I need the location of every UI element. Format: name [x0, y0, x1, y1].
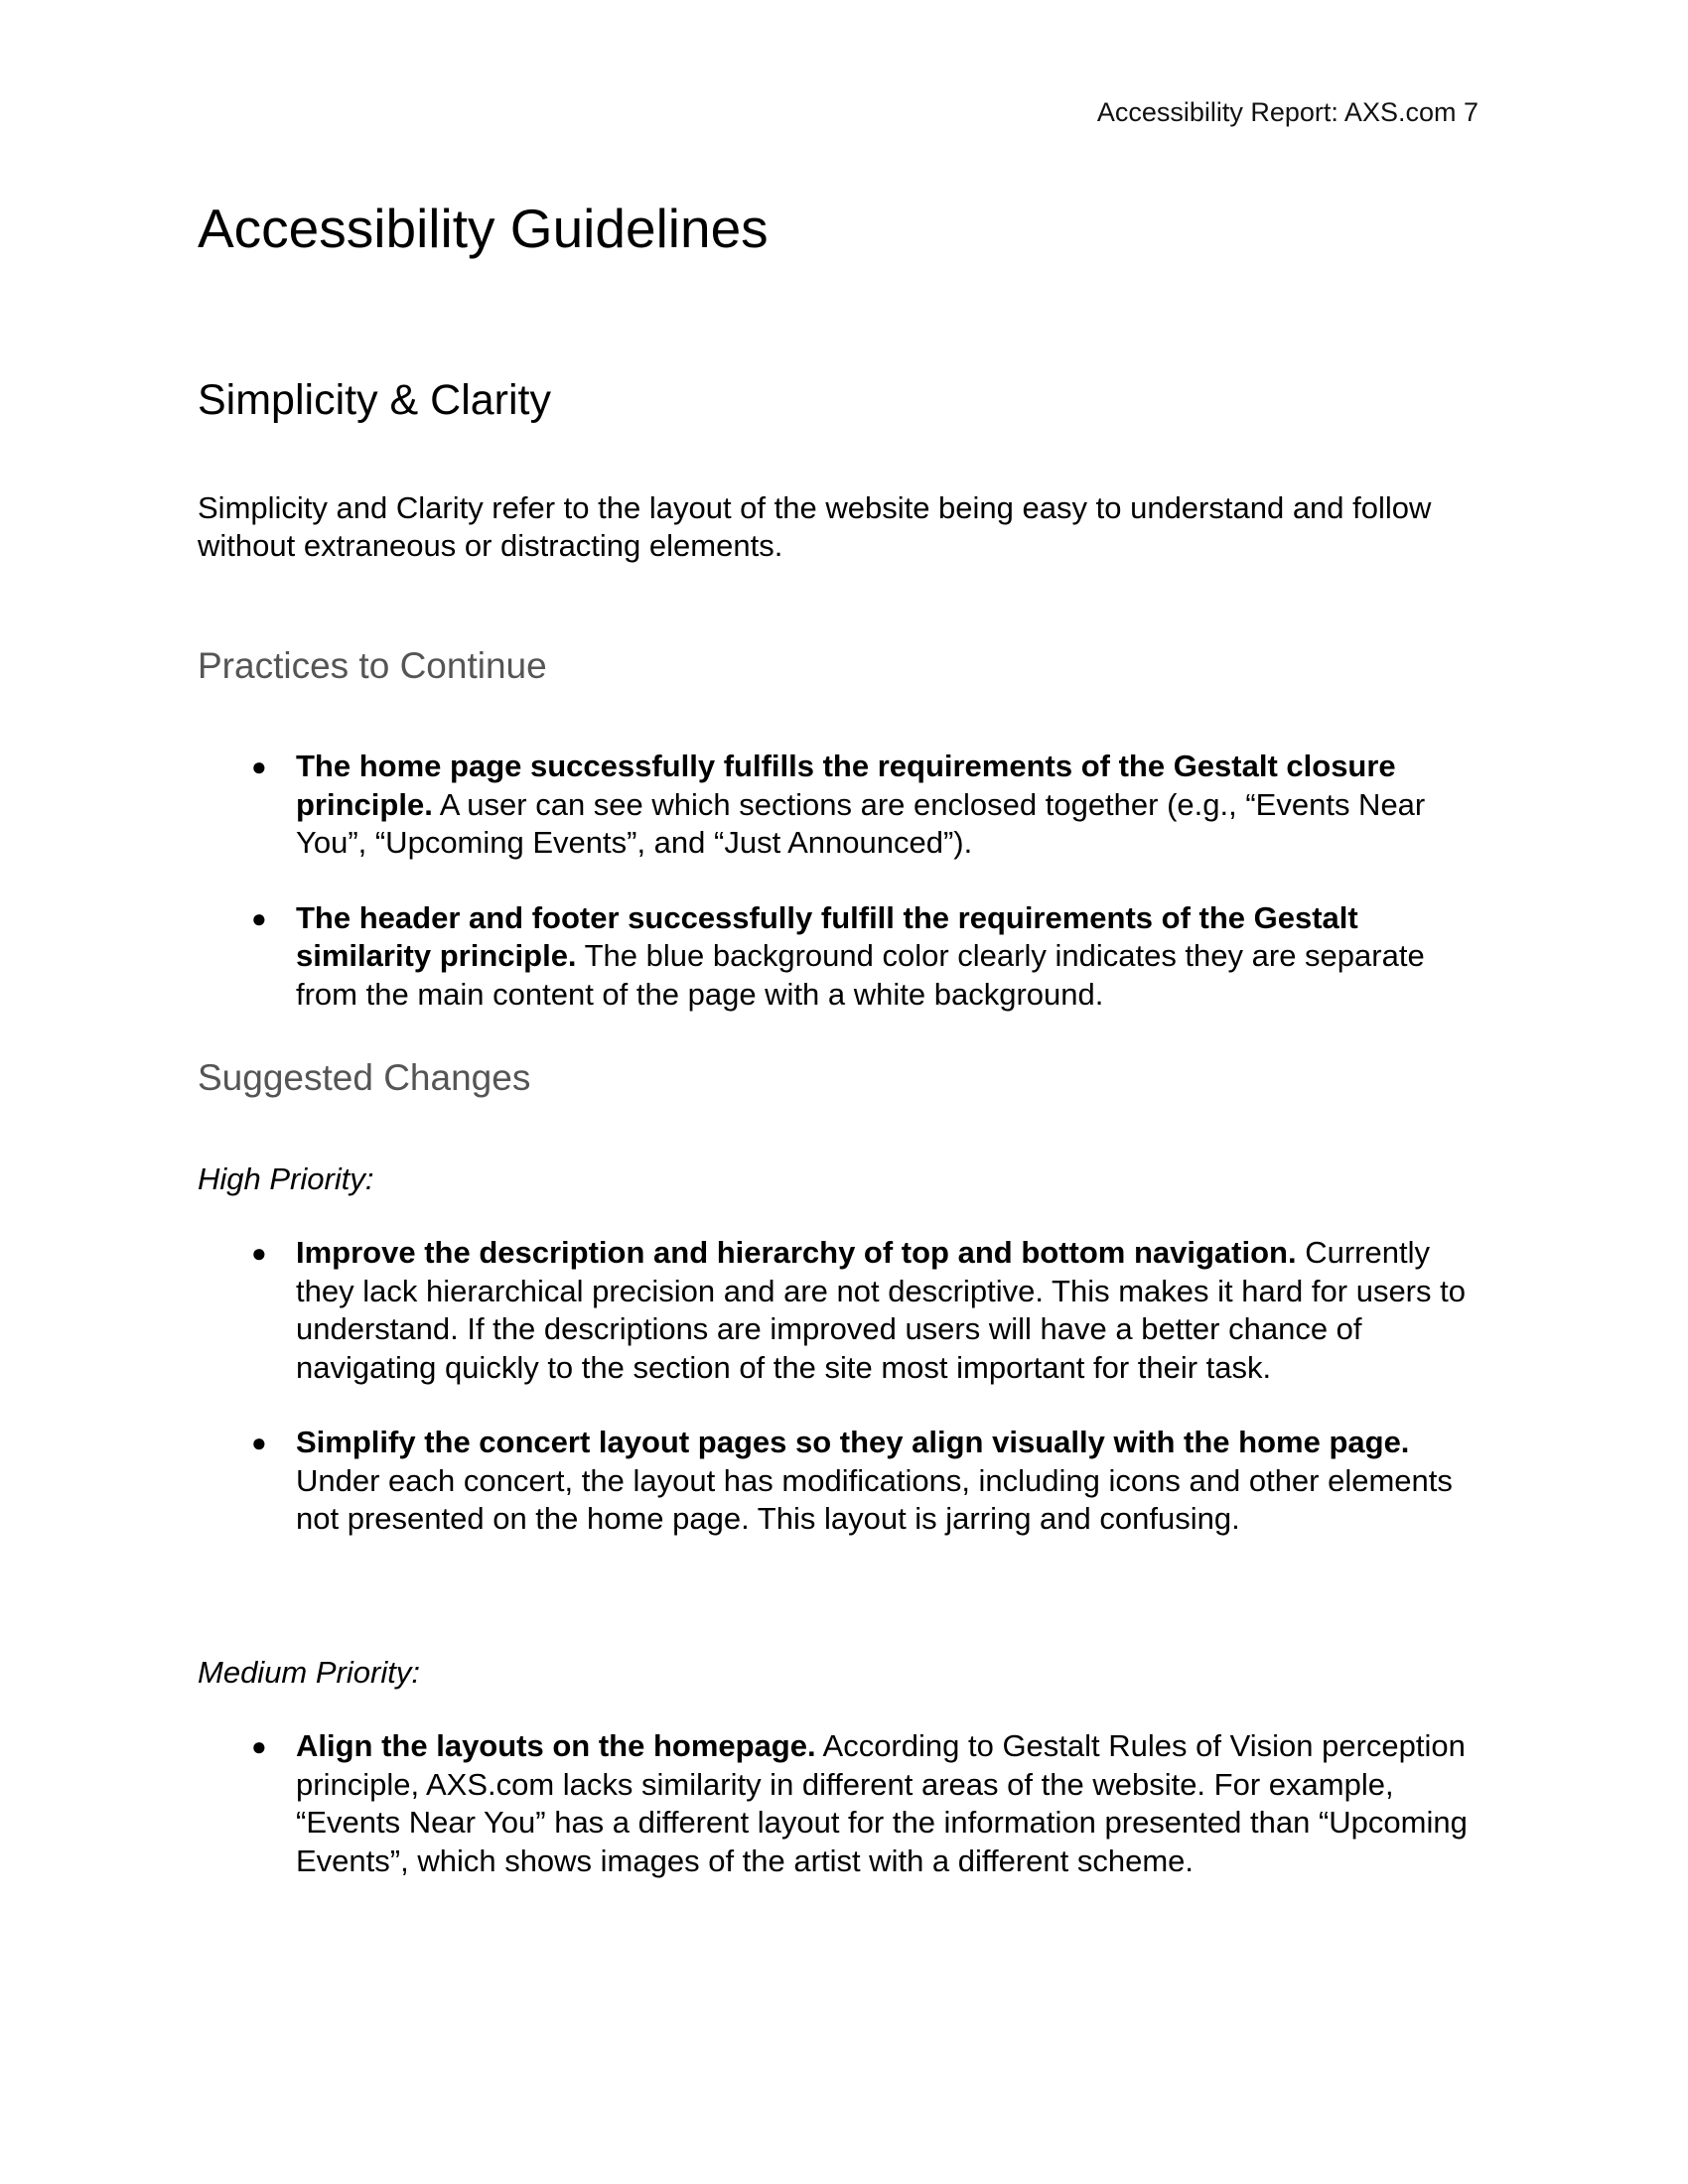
bullet-icon: ●	[251, 1428, 267, 1457]
list-item	[0, 899, 1487, 1015]
list-item-bold: The home page successfully fulfills the requirements of the Gestalt closure principle.	[296, 749, 1396, 822]
list-item	[0, 748, 1487, 863]
page-title: Accessibility Guidelines	[198, 198, 769, 259]
list-item-text: According to Gestalt Rules of Vision perception principle, AXS.com lacks similarity in different areas of the website. For example, “Events Near You” has a different layout for the information presented than “Upcoming Events”, which shows images of the artist with a different scheme.	[296, 1728, 1468, 1878]
list-item-bold: The header and footer successfully fulfill the requirements of the Gestalt similarity principle.	[296, 899, 1358, 973]
list-item	[0, 1424, 1487, 1539]
high-priority-label: High Priority:	[198, 1161, 374, 1196]
list-item-bold: Align the layouts on the homepage.	[296, 1728, 816, 1763]
bullet-icon: ●	[251, 1238, 267, 1268]
list-item	[0, 1234, 1487, 1387]
list-item-text: A user can see which sections are enclosed together (e.g., “Events Near You”, “Upcoming Events”, and “Just Announced”).	[296, 786, 1426, 860]
practices-heading: Practices to Continue	[198, 645, 547, 686]
high-priority-list	[0, 1234, 1688, 1539]
intro-paragraph: Simplicity and Clarity refer to the layout of the website being easy to understand and follow without extraneous or distracting elements.	[198, 490, 1432, 563]
running-header: Accessibility Report: AXS.com 7	[1096, 97, 1478, 127]
bullet-icon: ●	[251, 1731, 267, 1761]
medium-priority-label: Medium Priority:	[198, 1655, 420, 1690]
medium-priority-list	[0, 1727, 1688, 1880]
bullet-icon: ●	[251, 751, 267, 781]
list-item-text: Under each concert, the layout has modifications, including icons and other elements not presented on the home page. This layout is jarring and confusing.	[296, 1462, 1453, 1536]
list-item-text: The blue background color clearly indicates they are separate from the main content of the page with a white background.	[296, 938, 1425, 1012]
list-item-text: Currently they lack hierarchical precision and are not descriptive. This makes it hard for users to understand. If the descriptions are improved users will have a better chance of navigating quickly to the section of the site most important for their task.	[296, 1235, 1466, 1385]
list-item	[0, 1727, 1487, 1880]
list-item-bold: Improve the description and hierarchy of top and bottom navigation.	[296, 1235, 1297, 1270]
practices-list	[0, 748, 1688, 1014]
bullet-icon: ●	[251, 902, 267, 933]
section-title: Simplicity & Clarity	[198, 376, 551, 424]
suggested-heading: Suggested Changes	[198, 1057, 531, 1098]
list-item-bold: Simplify the concert layout pages so they align visually with the home page.	[296, 1425, 1410, 1459]
